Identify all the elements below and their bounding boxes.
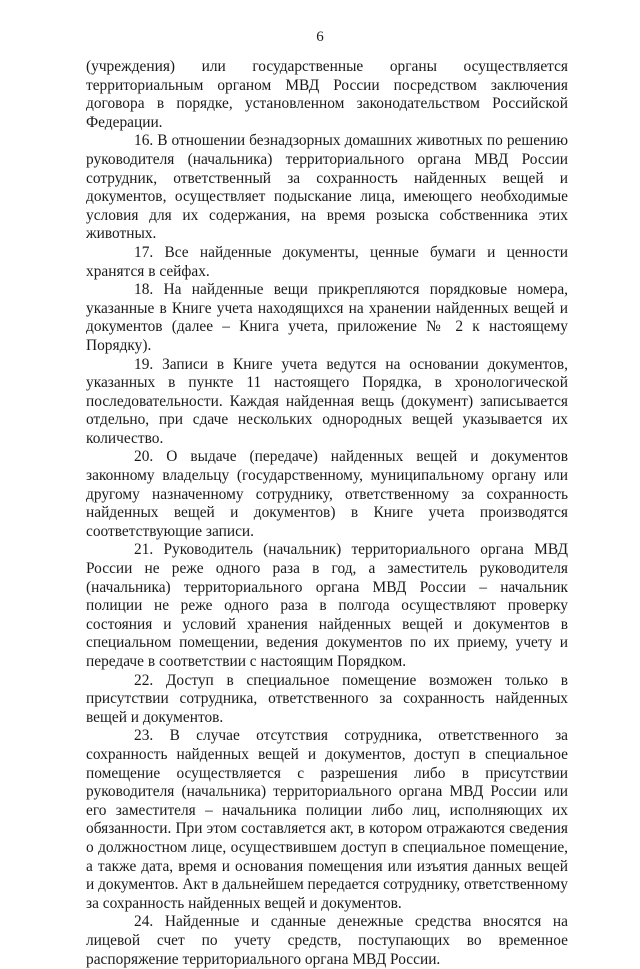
- page-number: 6: [316, 29, 324, 45]
- paragraph-24: 24. Найденные и сданные денежные средства вносятся на лицевой счет по учету средств, поступающих во временное распоряжение территориального органа МВД России.: [86, 913, 568, 968]
- paragraph-18: 18. На найденные вещи прикрепляются порядковые номера, указанные в Книге учета находящихся на хранении найденных вещей и документов (далее – Книга учета, приложение № 2 к настоящему Порядку).: [86, 281, 568, 354]
- paragraph-21: 21. Руководитель (начальник) территориального органа МВД России не реже одного раза в год, а заместитель руководителя (начальника) территориального органа МВД России – начальник полиции не реже одного раза в полгода осуществляют проверку состояния и условий хранения найденных вещей и документов в специальном помещении, ведения документов по их приему, учету и передаче в соответствии с настоящим Порядком.: [86, 541, 568, 670]
- document-body: [86, 58, 568, 969]
- paragraph-23: 23. В случае отсутствия сотрудника, ответственного за сохранность найденных вещей и документов, доступ в специальное помещение осуществляется с разрешения либо в присутствии руководителя (начальника) территориального органа МВД России или его заместителя – начальника полиции либо лиц, исполняющих их обязанности. При этом составляется акт, в котором отражаются сведения о должностном лице, осуществившем доступ в специальное помещение, а также дата, время и основания помещения или изъятия данных вещей и документов. Акт в дальнейшем передается сотруднику, ответственному за сохранность найденных вещей и документов.: [86, 727, 568, 912]
- paragraph-16: 16. В отношении безнадзорных домашних животных по решению руководителя (начальника) территориального органа МВД России сотрудник, ответственный за сохранность найденных вещей и документов, осуществляет подыскание лица, имеющего необходимые условия для их содержания, на время розыска собственника этих животных.: [86, 132, 568, 243]
- paragraph-19: 19. Записи в Книге учета ведутся на основании документов, указанных в пункте 11 настоящего Порядка, в хронологической последовательности. Каждая найденная вещь (документ) записывается отдельно, при сдаче нескольких однородных вещей указывается их количество.: [86, 355, 568, 447]
- paragraph-17: 17. Все найденные документы, ценные бумаги и ценности хранятся в сейфах.: [86, 243, 568, 280]
- paragraph-22: 22. Доступ в специальное помещение возможен только в присутствии сотрудника, ответственного за сохранность найденных вещей и документов.: [86, 671, 568, 726]
- paragraph-continuation: (учреждения) или государственные органы осуществляется территориальным органом МВД России посредством заключения договора в порядке, установленном законодательством Российской Федерации.: [86, 58, 568, 131]
- paragraph-20: 20. О выдаче (передаче) найденных вещей и документов законному владельцу (государственному, муниципальному органу или другому назначенному сотруднику, ответственному за сохранность найденных вещей и документов) в Книге учета производятся соответствующие записи.: [86, 448, 568, 540]
